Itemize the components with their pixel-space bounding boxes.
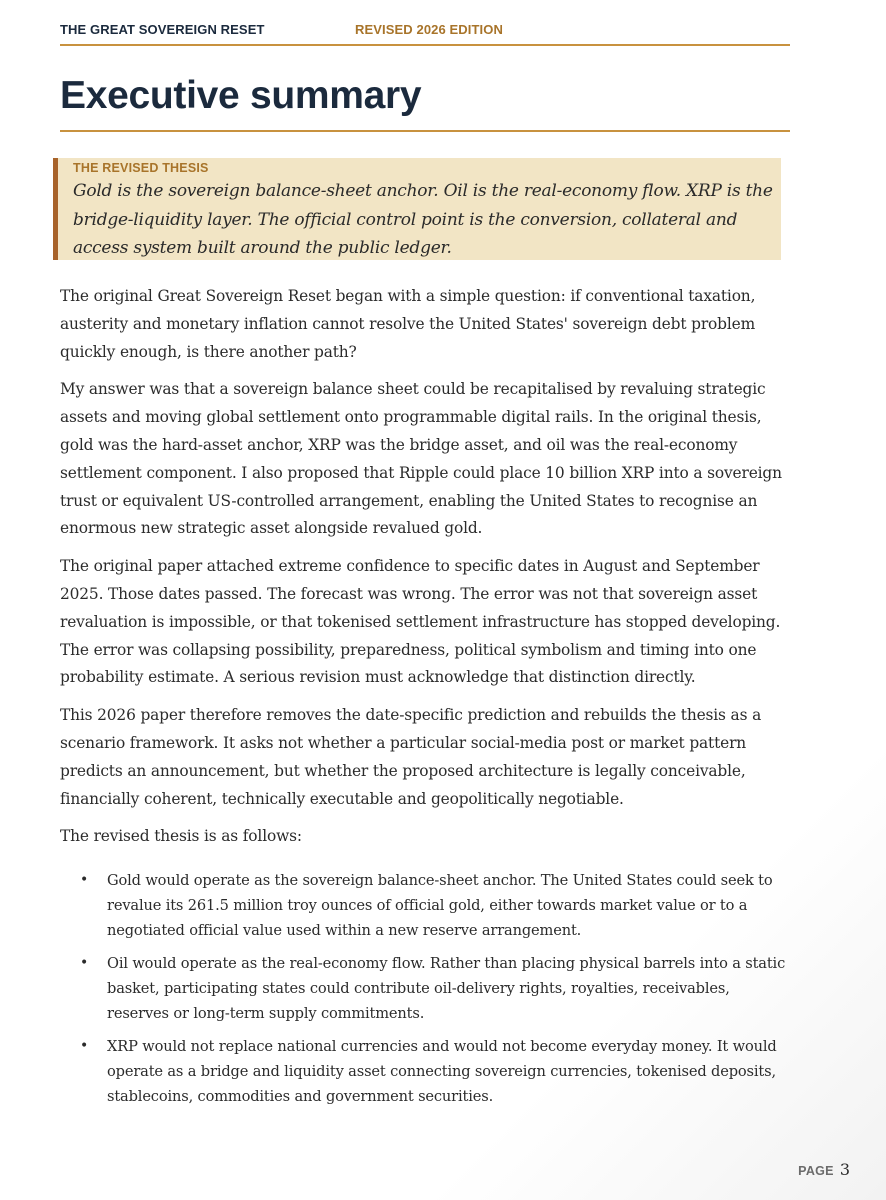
section-heading: Executive summary bbox=[60, 74, 422, 117]
document-title: THE GREAT SOVEREIGN RESET bbox=[60, 22, 265, 37]
list-item-text: Gold would operate as the sovereign balance-sheet anchor. The United States could seek to revalue its 261.5 million troy ounces of official gold, either towards market value or to a negotiated official value used within a new reserve arrangement. bbox=[107, 872, 773, 940]
list-item bbox=[60, 868, 789, 943]
bullet-icon: • bbox=[80, 872, 89, 889]
page-label: PAGE bbox=[798, 1164, 834, 1178]
bullet-icon: • bbox=[80, 1038, 89, 1055]
thesis-callout bbox=[53, 158, 781, 260]
paragraph: The original paper attached extreme confidence to specific dates in August and September 2025. Those dates passed. The forecast was wrong. The error was not that sovereign asset revaluation is impossible, or that tokenised settlement infrastructure has stopped developing. The error was collapsing possibility, preparedness, political symbolism and timing into one probability estimate. A serious revision must acknowledge that distinction directly. bbox=[60, 557, 781, 687]
paragraph: The revised thesis is as follows: bbox=[60, 827, 302, 846]
page-number bbox=[742, 1160, 850, 1180]
list-item-text: Oil would operate as the real-economy flow. Rather than placing physical barrels into a static basket, participating states could contribute oil-delivery rights, royalties, receivables, reserves or long-term supply commitments. bbox=[107, 955, 786, 1023]
thesis-bullet-list bbox=[60, 868, 795, 1109]
paragraph: The original Great Sovereign Reset began with a simple question: if conventional taxation, austerity and monetary inflation cannot resolve the United States' sovereign debt problem quickly enough, is there another path? bbox=[60, 287, 756, 361]
page-number-value: 3 bbox=[839, 1160, 850, 1179]
callout-kicker: THE REVISED THESIS bbox=[73, 161, 209, 175]
callout-quote: Gold is the sovereign balance-sheet anchor. Oil is the real-economy flow. XRP is the bridge-liquidity layer. The official control point is the conversion, collateral and access system built around the public ledger. bbox=[73, 181, 773, 258]
paragraph: This 2026 paper therefore removes the date-specific prediction and rebuilds the thesis as a scenario framework. It asks not whether a particular social-media post or market pattern predicts an announcement, but whether the proposed architecture is legally conceivable, financially coherent, technically executable and geopolitically negotiable. bbox=[60, 706, 762, 808]
body-text bbox=[60, 283, 795, 1117]
list-item bbox=[60, 1034, 789, 1109]
list-item-text: XRP would not replace national currencies and would not become everyday money. It would operate as a bridge and liquidity asset connecting sovereign currencies, tokenised deposits, stablecoins, commodities and government securities. bbox=[107, 1038, 777, 1106]
running-header bbox=[60, 22, 790, 46]
list-item bbox=[60, 951, 789, 1026]
paragraph: My answer was that a sovereign balance sheet could be recapitalised by revaluing strategic assets and moving global settlement onto programmable digital rails. In the original thesis, gold was the hard-asset anchor, XRP was the bridge asset, and oil was the real-economy settlement component. I also proposed that Ripple could place 10 billion XRP into a sovereign trust or equivalent US-controlled arrangement, enabling the United States to recognise an enormous new strategic asset alongside revalued gold. bbox=[60, 380, 782, 538]
edition-label: REVISED 2026 EDITION bbox=[355, 22, 503, 37]
bullet-icon: • bbox=[80, 955, 89, 972]
section-heading-block bbox=[60, 70, 790, 132]
